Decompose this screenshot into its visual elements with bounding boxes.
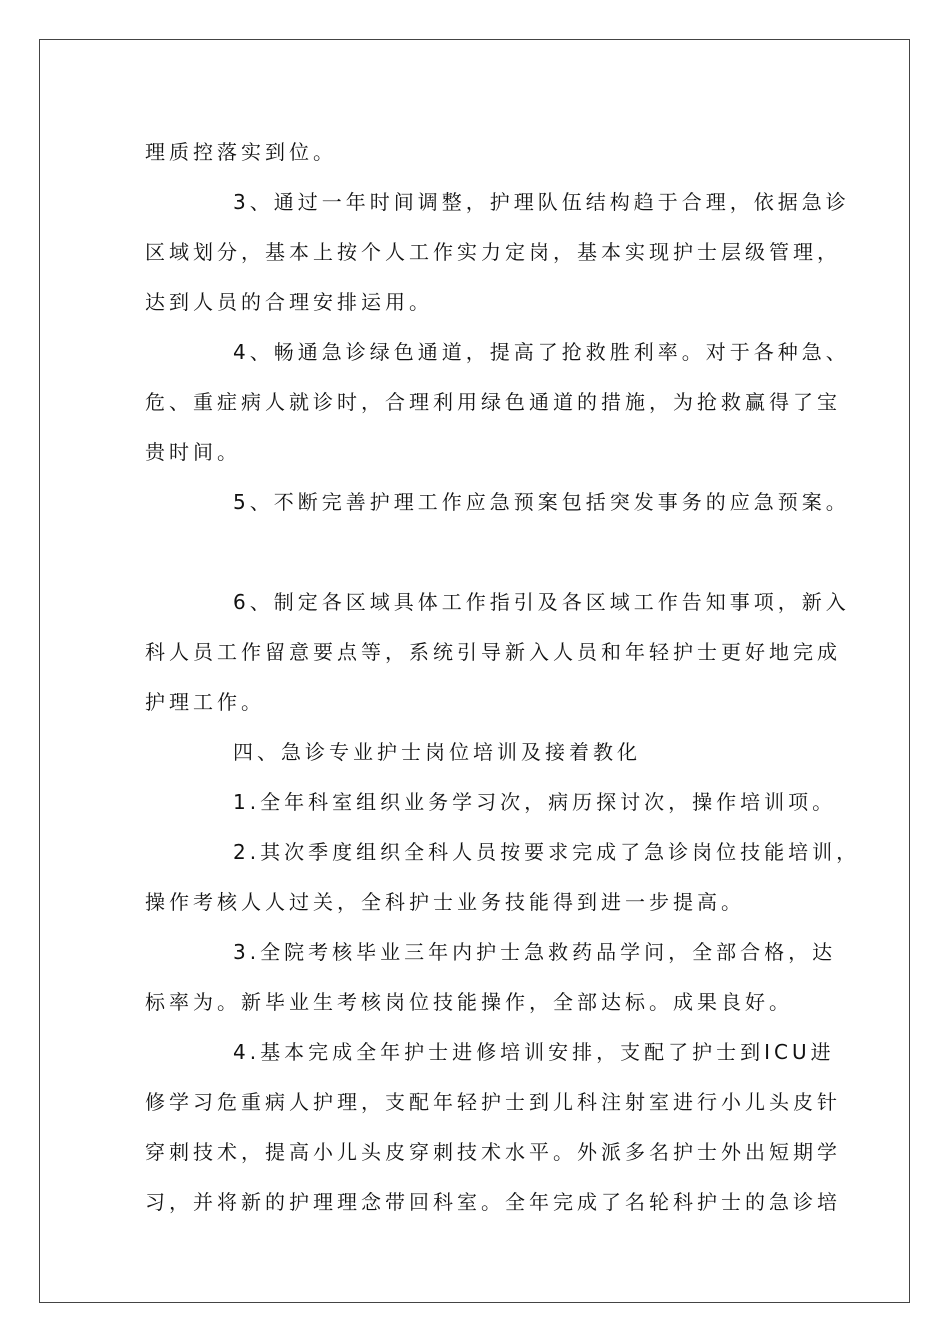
- text-line: 危、重症病人就诊时，合理利用绿色通道的措施，为抢救赢得了宝: [145, 390, 841, 414]
- text-line: 3.全院考核毕业三年内护士急救药品学问，全部合格，达: [233, 940, 837, 964]
- text-line: 习，并将新的护理理念带回科室。全年完成了名轮科护士的急诊培: [145, 1190, 841, 1214]
- text-line: 贵时间。: [145, 440, 241, 464]
- text-line: 1.全年科室组织业务学习次，病历探讨次，操作培训项。: [233, 790, 837, 814]
- text-line: 操作考核人人过关，全科护士业务技能得到进一步提高。: [145, 890, 745, 914]
- section-heading: 四、急诊专业护士岗位培训及接着教化: [233, 740, 641, 764]
- text-line: 5、不断完善护理工作应急预案包括突发事务的应急预案。: [233, 490, 850, 514]
- text-line: 2.其次季度组织全科人员按要求完成了急诊岗位技能培训，: [233, 840, 861, 864]
- paragraph-gap: [145, 532, 825, 582]
- text-line: 达到人员的合理安排运用。: [145, 290, 433, 314]
- text-line: 科人员工作留意要点等，系统引导新入人员和年轻护士更好地完成: [145, 640, 841, 664]
- document-body: [145, 132, 861, 1232]
- text-line: 3、通过一年时间调整，护理队伍结构趋于合理，依据急诊: [233, 190, 850, 214]
- text-line: 护理工作。: [145, 690, 265, 714]
- text-line: 修学习危重病人护理，支配年轻护士到儿科注射室进行小儿头皮针: [145, 1090, 841, 1114]
- text-line: 4、畅通急诊绿色通道，提高了抢救胜利率。对于各种急、: [233, 340, 850, 364]
- text-line: 区域划分，基本上按个人工作实力定岗，基本实现护士层级管理，: [145, 240, 841, 264]
- text-line: 标率为。新毕业生考核岗位技能操作，全部达标。成果良好。: [145, 990, 793, 1014]
- text-line: 6、制定各区域具体工作指引及各区域工作告知事项，新入: [233, 590, 850, 614]
- text-line: 4.基本完成全年护士进修培训安排，支配了护士到ICU进: [233, 1040, 835, 1064]
- text-line: 穿刺技术，提高小儿头皮穿刺技术水平。外派多名护士外出短期学: [145, 1140, 841, 1164]
- text-line: 理质控落实到位。: [145, 140, 337, 164]
